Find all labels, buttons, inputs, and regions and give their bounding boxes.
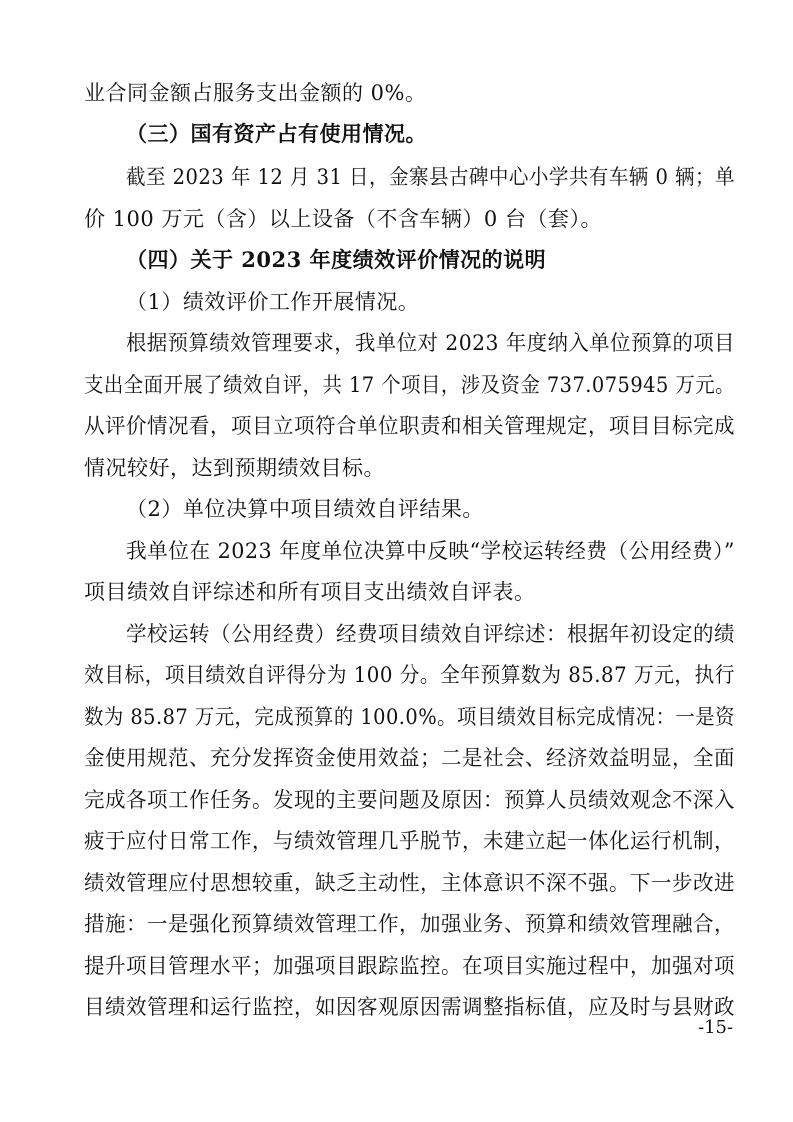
body-line-text: 支出全面开展了绩效自评，共 17 个项目，涉及资金 737.075945 万元。 — [84, 373, 736, 397]
body-line-text: 业合同金额占服务支出金额的 0%。 — [84, 81, 427, 105]
body-line — [0, 365, 793, 405]
body-line — [0, 157, 793, 197]
section-heading-assets — [0, 114, 793, 154]
body-line-text: 项目绩效自评综述和所有项目支出绩效自评表。 — [84, 580, 536, 604]
body-line — [0, 199, 793, 239]
body-line — [0, 863, 793, 903]
body-line — [0, 697, 793, 737]
body-line — [0, 780, 793, 820]
body-line-text: 数为 85.87 万元，完成预算的 100.0%。项目绩效目标完成情况：一是资 — [84, 705, 736, 729]
body-line-text: 措施：一是强化预算绩效管理工作，加强业务、预算和绩效管理融合， — [84, 912, 735, 936]
body-line-text: 完成各项工作任务。发现的主要问题及原因：预算人员绩效观念不深入 — [84, 788, 735, 812]
subsection-heading-text: （1）绩效评价工作开展情况。 — [126, 290, 420, 314]
body-line-text: 情况较好，达到预期绩效目标。 — [84, 456, 385, 480]
body-line — [0, 614, 793, 654]
body-line — [0, 448, 793, 488]
body-line — [0, 821, 793, 861]
body-line — [0, 738, 793, 778]
body-line-text: 从评价情况看，项目立项符合单位职责和相关管理规定，项目目标完成 — [84, 414, 735, 438]
section-heading-text: （四）关于 2023 年度绩效评价情况的说明 — [126, 247, 547, 272]
body-line-text: 效目标，项目绩效自评得分为 100 分。全年预算数为 85.87 万元，执行 — [84, 663, 736, 687]
body-line — [0, 406, 793, 446]
body-line-text: 学校运转（公用经费）经费项目绩效自评综述：根据年初设定的绩 — [126, 622, 735, 646]
body-line — [0, 73, 793, 113]
body-line — [0, 946, 793, 986]
body-line — [0, 987, 793, 1027]
body-line — [0, 904, 793, 944]
section-heading-text: （三）国有资产占有使用情况。 — [126, 121, 427, 146]
body-line-text: 提升项目管理水平；加强项目跟踪监控。在项目实施过程中，加强对项 — [84, 954, 735, 978]
body-line-text: 金使用规范、充分发挥资金使用效益；二是社会、经济效益明显，全面 — [84, 746, 735, 770]
section-heading-performance — [0, 240, 793, 280]
body-line — [0, 323, 793, 363]
body-line-text: 价 100 万元（含）以上设备（不含车辆）0 台（套）。 — [84, 207, 602, 231]
body-line — [0, 655, 793, 695]
body-line-text: 目绩效管理和运行监控，如因客观原因需调整指标值，应及时与县财政 — [84, 995, 735, 1019]
body-line — [0, 531, 793, 571]
body-line-text: 根据预算绩效管理要求，我单位对 2023 年度纳入单位预算的项目 — [126, 331, 735, 355]
body-line — [0, 572, 793, 612]
subsection-heading-text: （2）单位决算中项目绩效自评结果。 — [126, 497, 484, 521]
subsection-heading — [0, 489, 793, 529]
page-number: -15- — [698, 1017, 734, 1038]
body-line-text: 我单位在 2023 年度单位决算中反映“学校运转经费（公用经费）” — [126, 539, 735, 563]
body-line-text: 截至 2023 年 12 月 31 日，金寨县古碑中心小学共有车辆 0 辆；单 — [126, 165, 735, 189]
body-line-text: 绩效管理应付思想较重，缺乏主动性，主体意识不深不强。下一步改进 — [84, 871, 735, 895]
body-line-text: 疲于应付日常工作，与绩效管理几乎脱节，未建立起一体化运行机制， — [84, 829, 735, 853]
subsection-heading — [0, 282, 793, 322]
